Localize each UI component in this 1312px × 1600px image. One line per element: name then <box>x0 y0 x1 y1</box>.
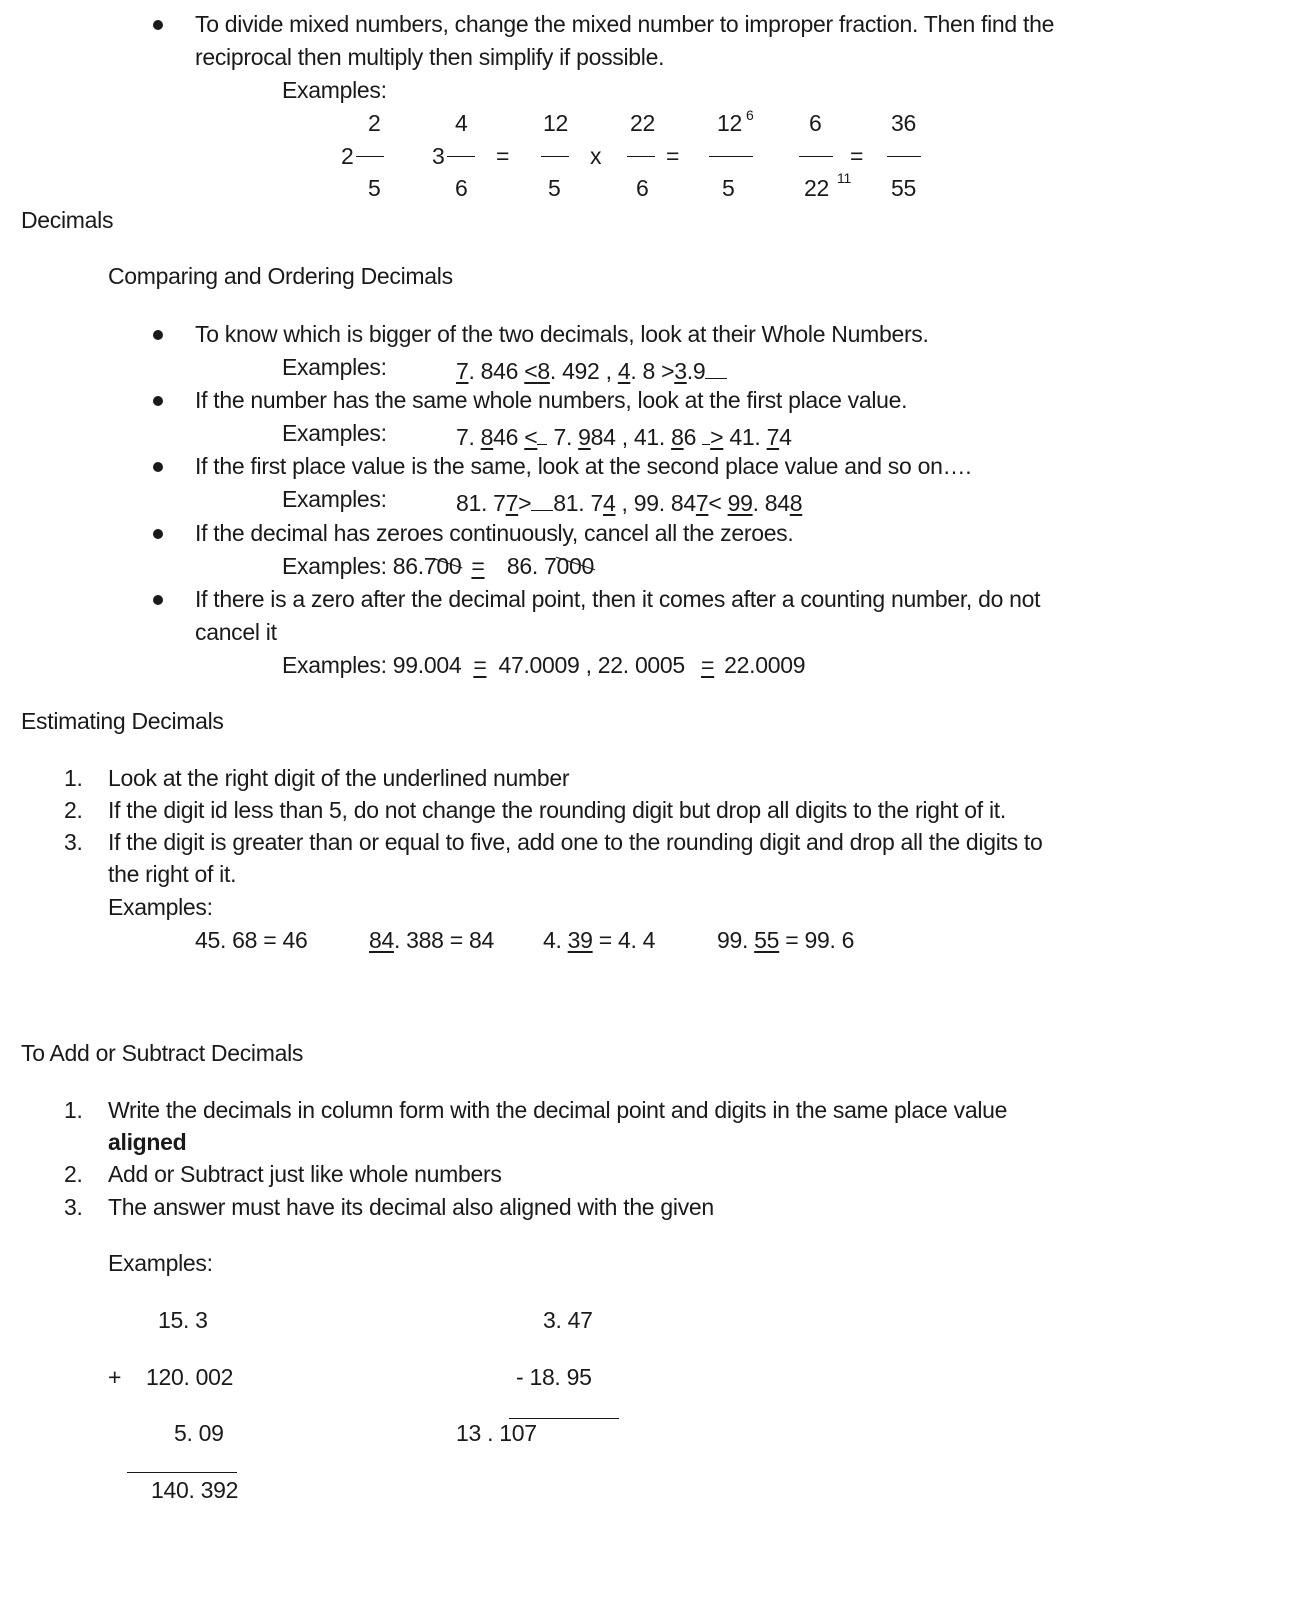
step-text: If the digit id less than 5, do not change the rounding digit but drop all digits to the right of it. <box>108 797 1006 823</box>
sum-result: 140. 392 <box>151 1477 239 1503</box>
f2-num: 22 <box>630 110 655 136</box>
example-expression: 7. 846 < 7. 984 , 41. 86 > 41. 74 <box>456 424 792 450</box>
f3-cancel: 6 <box>746 107 754 123</box>
fraction-bar <box>799 156 833 157</box>
addend-3: 5. 09 <box>174 1420 224 1446</box>
mixed2-num: 4 <box>455 110 468 136</box>
answer-blank <box>705 356 727 379</box>
f3-num: 12 <box>717 110 742 136</box>
result-den: 55 <box>891 175 916 201</box>
mixed1-den: 5 <box>368 175 381 201</box>
rule-text: To know which is bigger of the two decimals, look at their Whole Numbers. <box>195 321 929 347</box>
example-expression: 81. 77> 81. 74 , 99. 847< 99. 848 <box>456 490 803 516</box>
step-number: 1. <box>64 1097 83 1123</box>
examples-label: Examples: <box>282 77 387 103</box>
equals-sign: = <box>666 143 680 169</box>
examples-label: Examples: <box>282 486 387 512</box>
examples-label: Examples: <box>108 894 213 920</box>
cancelled-zeroes: 00 <box>436 553 462 579</box>
fraction-bar <box>887 156 921 157</box>
step-number: 2. <box>64 1161 83 1187</box>
step-text-line2: aligned <box>108 1129 187 1155</box>
mixed2-den: 6 <box>455 175 468 201</box>
step-text-line1: If the digit is greater than or equal to five, add one to the rounding digit and drop all the digits to <box>108 829 1043 855</box>
f1-num: 12 <box>543 110 568 136</box>
rule-text-line1: If there is a zero after the decimal point, then it comes after a counting number, do not <box>195 586 1041 612</box>
f4-den: 22 <box>804 175 829 201</box>
examples-label: Examples: <box>108 1250 213 1276</box>
step-text: Add or Subtract just like whole numbers <box>108 1161 502 1187</box>
intro-text-line2: reciprocal then multiply then simplify if possible. <box>195 44 665 70</box>
cancelled-zeroes: 000 <box>556 553 594 579</box>
difference-line <box>509 1418 619 1419</box>
rule-text: If the first place value is the same, look at the second place value and so on…. <box>195 453 972 479</box>
mixed1-whole: 2 <box>341 143 354 169</box>
fraction-bar <box>627 156 655 157</box>
f1-den: 5 <box>548 175 561 201</box>
estimate-example: 84. 388 = 84 <box>369 927 494 953</box>
addend-1: 15. 3 <box>158 1307 208 1333</box>
bullet-icon <box>153 330 163 340</box>
section-heading-add-subtract: To Add or Subtract Decimals <box>21 1040 304 1066</box>
step-text-line2: the right of it. <box>108 861 237 887</box>
bullet-icon <box>153 20 163 30</box>
mixed2-whole: 3 <box>432 143 445 169</box>
result-num: 36 <box>891 110 916 136</box>
plus-sign: + <box>108 1364 122 1390</box>
rule-text-line2: cancel it <box>195 619 277 645</box>
bullet-icon <box>153 529 163 539</box>
equals-sign: = <box>496 143 510 169</box>
estimate-example: 4. 39 = 4. 4 <box>543 927 656 953</box>
step-number: 3. <box>64 1194 83 1220</box>
fraction-bar <box>709 156 753 157</box>
bullet-icon <box>153 462 163 472</box>
addend-2: 120. 002 <box>146 1364 234 1390</box>
step-text-line1: Write the decimals in column form with the decimal point and digits in the same place value <box>108 1097 1008 1123</box>
rule-text: If the decimal has zeroes continuously, cancel all the zeroes. <box>195 520 794 546</box>
equals-sign: = <box>850 143 864 169</box>
sum-line <box>127 1472 237 1473</box>
step-number: 2. <box>64 797 83 823</box>
fraction-bar <box>447 156 475 157</box>
examples-label: Examples: <box>282 354 387 380</box>
difference-result: 13 . 107 <box>456 1420 537 1446</box>
section-heading-decimals: Decimals <box>21 207 114 233</box>
examples-label: Examples: <box>282 420 387 446</box>
mixed1-num: 2 <box>368 110 381 136</box>
example-expression: Examples: 99.004 = 47.0009 , 22. 0005 = 22.0009 <box>282 652 806 678</box>
example-expression: Examples: 86.700 = 86. 7000 <box>282 553 594 579</box>
f4-cancel: 11 <box>837 170 851 186</box>
step-text: Look at the right digit of the underlined number <box>108 765 570 791</box>
step-text: The answer must have its decimal also aligned with the given <box>108 1194 714 1220</box>
bullet-icon <box>153 595 163 605</box>
f2-den: 6 <box>636 175 649 201</box>
step-number: 1. <box>64 765 83 791</box>
f4-num: 6 <box>809 110 822 136</box>
subtrahend: - 18. 95 <box>516 1364 592 1390</box>
fraction-bar <box>356 156 384 157</box>
section-heading-estimating: Estimating Decimals <box>21 708 224 734</box>
fraction-bar <box>541 156 569 157</box>
example-expression: 7. 846 <8. 492 , 4. 8 >3.9 <box>456 356 727 383</box>
rule-text: If the number has the same whole numbers, look at the first place value. <box>195 387 908 413</box>
minuend: 3. 47 <box>543 1307 593 1333</box>
subheading-comparing: Comparing and Ordering Decimals <box>108 263 453 289</box>
times-sign: x <box>590 143 602 169</box>
bullet-icon <box>153 396 163 406</box>
estimate-example: 45. 68 = 46 <box>195 927 308 953</box>
f3-den: 5 <box>722 175 735 201</box>
intro-text-line1: To divide mixed numbers, change the mixed number to improper fraction. Then find the <box>195 11 1055 37</box>
step-number: 3. <box>64 829 83 855</box>
estimate-example: 99. 55 = 99. 6 <box>717 927 855 953</box>
